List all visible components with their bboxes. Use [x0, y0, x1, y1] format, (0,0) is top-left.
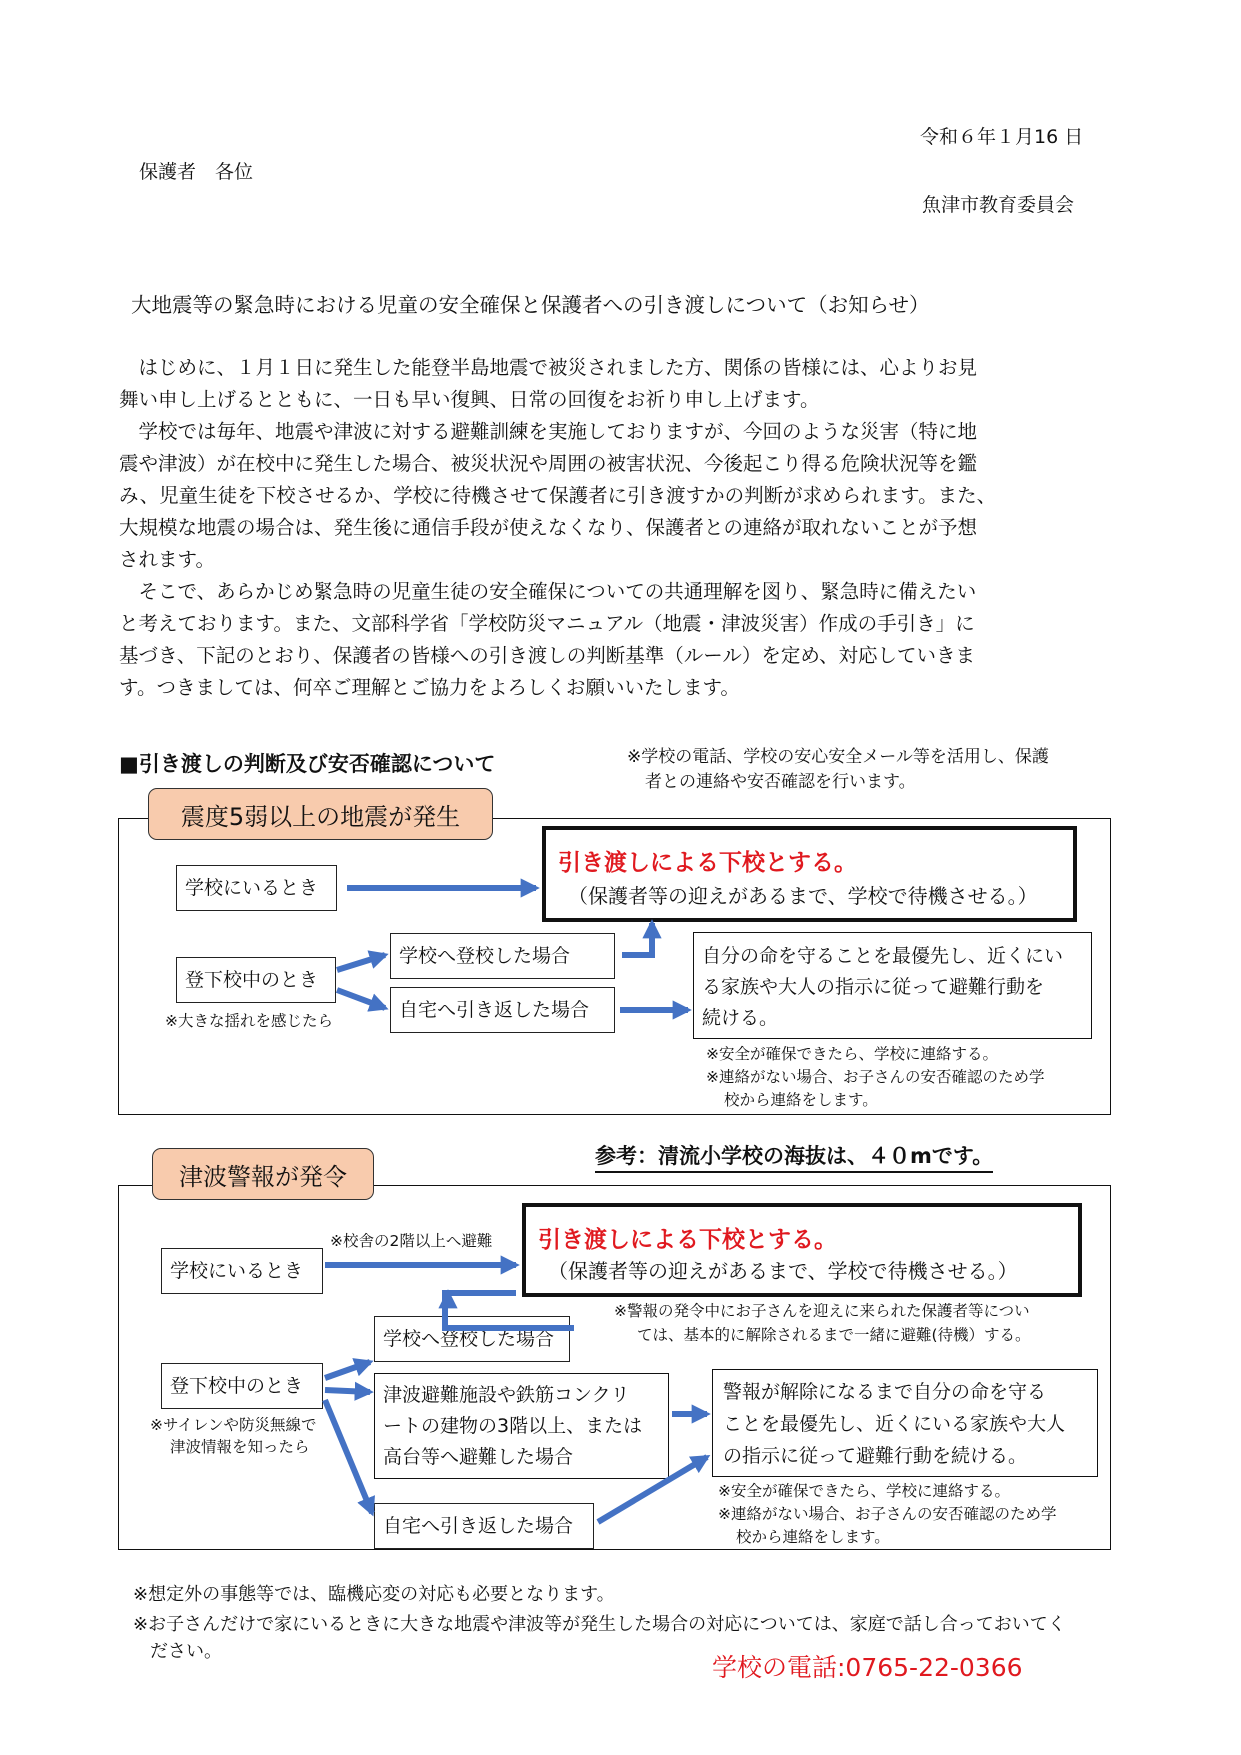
ts-warn-note: ※警報の発令中にお子さんを迎えに来られた保護者等につい	[614, 1302, 1030, 1320]
addressee: 保護者 各位	[139, 161, 254, 183]
footer-note: ※お子さんだけで家にいるときに大きな地震や津波等が発生した場合の対応については、家庭で話し合っておいてく	[133, 1614, 1066, 1635]
arrow	[337, 955, 385, 970]
body-line: 舞い申し上げるとともに、一日も早い復興、日常の回復をお祈り申し上げます。	[119, 388, 820, 411]
body-line: そこで、あらかじめ緊急時の児童生徒の安全確保についての共通理解を図り、緊急時に備えたい	[119, 580, 977, 603]
footer-note: ※想定外の事態等では、臨機応変の対応も必要となります。	[133, 1584, 615, 1605]
arrow	[325, 1362, 370, 1378]
eq-result-sub: （保護者等の迎えがあるまで、学校で待機させる。）	[568, 884, 1038, 908]
ts-note: ※連絡がない場合、お子さんの安否確認のため学	[718, 1505, 1057, 1523]
ts-self-line: の指示に従って避難行動を続ける。	[723, 1445, 1028, 1467]
ts-commuting-box: 登下校中のとき	[161, 1363, 323, 1409]
body-line: されます。	[119, 548, 215, 571]
arrow	[445, 1293, 574, 1328]
section-note: ※学校の電話、学校の安心安全メール等を活用し、保護	[627, 747, 1049, 767]
eq-to-home-box: 自宅へ引き返した場合	[390, 987, 615, 1033]
tsunami-tag: 津波警報が発令	[152, 1148, 374, 1200]
arrow	[325, 1400, 372, 1513]
ts-self-line: ことを最優先し、近くにいる家族や大人	[723, 1413, 1066, 1435]
ts-note: ※安全が確保できたら、学校に連絡する。	[718, 1482, 1010, 1500]
eq-to-school-box: 学校へ登校した場合	[390, 933, 615, 979]
ts-evac-line: 津波避難施設や鉄筋コンクリ	[383, 1384, 630, 1406]
ts-to-home-box: 自宅へ引き返した場合	[374, 1503, 594, 1549]
body-line: み、児童生徒を下校させるか、学校に待機させて保護者に引き渡すかの判断が求められます。また、	[119, 484, 997, 507]
ts-at-school-box: 学校にいるとき	[161, 1248, 323, 1294]
arrow	[622, 923, 652, 955]
eq-commuting-box: 登下校中のとき	[176, 957, 336, 1003]
ts-result-sub: （保護者等の迎えがあるまで、学校で待機させる。）	[548, 1259, 1018, 1283]
sender: 魚津市教育委員会	[922, 194, 1075, 216]
eq-result-title: 引き渡しによる下校とする。	[558, 850, 857, 876]
arrow	[598, 1457, 707, 1522]
ts-warn-note: ては、基本的に解除されるまで一緒に避難(待機）する。	[637, 1326, 1031, 1344]
arrow	[337, 990, 385, 1008]
eq-note: ※安全が確保できたら、学校に連絡する。	[706, 1045, 998, 1063]
body-line: 大規模な地震の場合は、発生後に通信手段が使えなくなり、保護者との連絡が取れないことが予想	[119, 516, 978, 539]
body-line: 学校では毎年、地震や津波に対する避難訓練を実施しておりますが、今回のような災害（特に地	[119, 420, 978, 443]
document-title: 大地震等の緊急時における児童の安全確保と保護者への引き渡しについて（お知らせ）	[131, 293, 930, 317]
eq-self-line: 自分の命を守ることを最優先し、近くにい	[702, 945, 1064, 967]
arrow	[325, 1390, 370, 1392]
eq-self-line: る家族や大人の指示に従って避難行動を	[702, 976, 1045, 998]
body-line: はじめに、１月１日に発生した能登半島地震で被災されました方、関係の皆様には、心よりお見	[119, 356, 978, 379]
section-heading: ■引き渡しの判断及び安否確認について	[119, 752, 496, 776]
ts-evac-line: ートの建物の3階以上、または	[383, 1415, 643, 1437]
ts-result-title: 引き渡しによる下校とする。	[538, 1227, 837, 1253]
ts-evac-note: ※校舎の2階以上へ避難	[330, 1232, 493, 1250]
date: 令和６年１月16 日	[920, 126, 1084, 148]
footer-note: ださい。	[150, 1641, 222, 1662]
body-line: 震や津波）が在校中に発生した場合、被災状況や周囲の被害状況、今後起こり得る危険状況等を鑑	[119, 452, 978, 475]
earthquake-tag: 震度5弱以上の地震が発生	[148, 788, 493, 840]
eq-note: ※連絡がない場合、お子さんの安否確認のため学	[706, 1068, 1045, 1086]
body-line: 基づき、下記のとおり、保護者の皆様への引き渡しの判断基準（ルール）を定め、対応していきま	[119, 644, 976, 667]
altitude-reference: 参考：清流小学校の海抜は、４０mです。	[595, 1140, 993, 1173]
body-line: と考えております。また、文部科学省「学校防災マニュアル（地震・津波災害）作成の手引き」に	[119, 612, 975, 635]
ts-evac-line: 高台等へ避難した場合	[383, 1446, 574, 1468]
eq-self-line: 続ける。	[702, 1007, 779, 1029]
ts-commuting-note: 津波情報を知ったら	[170, 1438, 310, 1456]
school-phone: 学校の電話:0765-22-0366	[712, 1653, 1023, 1682]
ts-commuting-note: ※サイレンや防災無線で	[150, 1416, 317, 1434]
ts-note: 校から連絡をします。	[736, 1528, 890, 1546]
ts-to-school-box: 学校へ登校した場合	[374, 1316, 570, 1362]
body-line: す。つきましては、何卒ご理解とご協力をよろしくお願いいたします。	[119, 676, 740, 699]
eq-note: 校から連絡をします。	[724, 1091, 878, 1109]
ts-self-line: 警報が解除になるまで自分の命を守る	[723, 1381, 1047, 1403]
eq-at-school-box: 学校にいるとき	[176, 865, 337, 911]
section-note: 者との連絡や安否確認を行います。	[645, 772, 916, 792]
eq-commuting-note: ※大きな揺れを感じたら	[165, 1012, 333, 1030]
